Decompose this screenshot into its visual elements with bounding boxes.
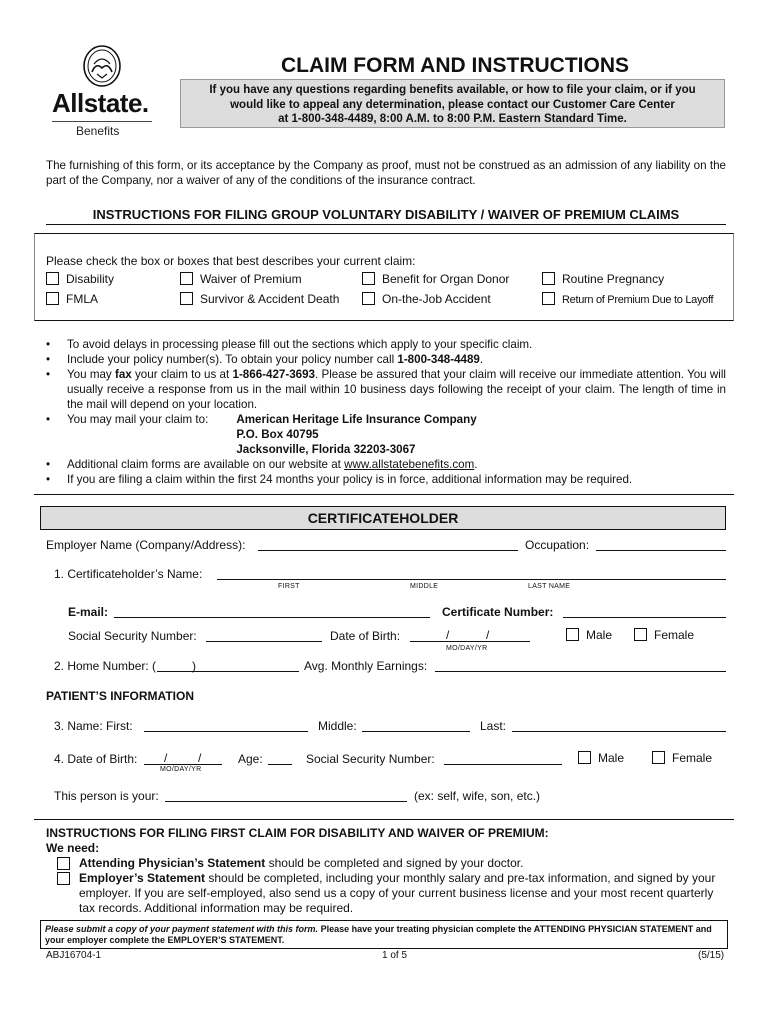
list-item: • Include your policy number(s). To obtain your policy number call 1-800-348-4489. xyxy=(46,353,484,366)
hands-logo-icon xyxy=(82,44,122,88)
checkbox[interactable] xyxy=(566,628,579,641)
instructions-title: INSTRUCTIONS FOR FILING GROUP VOLUNTARY DISABILITY / WAIVER OF PREMIUM CLAIMS xyxy=(92,207,680,222)
employer-field[interactable] xyxy=(258,550,518,551)
disclaimer-text: The furnishing of this form, or its acceptance by the Company as proof, must not be construed as an admission of any liability on the part of the Company, nor a waiver of any of the conditions of the insurance contract. xyxy=(46,159,726,187)
option-routine-pregnancy[interactable]: Routine Pregnancy xyxy=(542,272,664,286)
patient-ssn-field[interactable] xyxy=(444,764,562,765)
last-name-hint: LAST NAME xyxy=(528,583,571,590)
website-link[interactable]: www.allstatebenefits.com xyxy=(344,458,475,471)
cert-number-label: Certificate Number: xyxy=(442,605,554,619)
checkbox[interactable] xyxy=(180,272,193,285)
logo-divider xyxy=(52,121,152,122)
email-field[interactable] xyxy=(114,617,430,618)
checkbox[interactable] xyxy=(46,292,59,305)
option-survivor-accident-death[interactable]: Survivor & Accident Death xyxy=(180,292,339,306)
first-claim-instructions xyxy=(46,826,728,916)
relation-field[interactable] xyxy=(165,801,407,802)
checkbox[interactable] xyxy=(634,628,647,641)
checkbox[interactable] xyxy=(46,272,59,285)
middle-name-hint: MIDDLE xyxy=(410,583,439,590)
contact-line-3: at 1-800-348-4489, 8:00 A.M. to 8:00 P.M. Eastern Standard Time. xyxy=(278,113,627,125)
cert-number-field[interactable] xyxy=(563,617,726,618)
cert-male-option[interactable]: Male xyxy=(566,628,612,642)
checkbox[interactable] xyxy=(362,292,375,305)
patient-middle-field[interactable] xyxy=(362,731,470,732)
checkbox[interactable] xyxy=(542,272,555,285)
patient-age-label: Age: xyxy=(238,752,263,766)
option-return-of-premium[interactable]: Return of Premium Due to Layoff xyxy=(542,292,713,306)
form-title: CLAIM FORM AND INSTRUCTIONS xyxy=(280,54,630,77)
dob-format-hint: MO/DAY/YR xyxy=(446,645,488,652)
option-organ-donor[interactable]: Benefit for Organ Donor xyxy=(362,272,509,286)
option-fmla[interactable]: FMLA xyxy=(46,292,98,306)
list-item: Attending Physician’s Statement should be completed and signed by your doctor. xyxy=(46,856,728,871)
patient-age-field[interactable] xyxy=(268,764,292,765)
list-item: • You may fax your claim to us at 1-866-427-3693. Please be assured that your claim will receive our immediate attention. You will usually receive a response from us in the mail within 10 business days following the receipt of your claim. The length of time in the mail will depend on your location. xyxy=(46,368,726,411)
employer-label: Employer Name (Company/Address): xyxy=(46,538,246,552)
home-number-label: 2. Home Number: ( xyxy=(54,659,157,673)
first-name-hint: FIRST xyxy=(278,583,300,590)
title-underline xyxy=(46,224,726,225)
checkbox[interactable] xyxy=(57,872,70,885)
option-waiver-of-premium[interactable]: Waiver of Premium xyxy=(180,272,302,286)
avg-earnings-field[interactable] xyxy=(435,671,726,672)
footer-note: Please submit a copy of your payment statement with this form. Please have your treating physician complete the ATTENDING PHYSICIAN STATEMENT and your employer complete the EMPLOYER’S STATEMENT. xyxy=(40,920,728,949)
checkbox[interactable] xyxy=(652,751,665,764)
patient-last-label: Last: xyxy=(480,719,507,733)
contact-info-box xyxy=(180,79,725,128)
checkbox[interactable] xyxy=(362,272,375,285)
contact-line-2: would like to appeal any determination, please contact our Customer Care Center xyxy=(230,98,675,111)
patient-info-heading: PATIENT’S INFORMATION xyxy=(46,689,194,703)
page-number: 1 of 5 xyxy=(382,950,408,961)
patient-female-option[interactable]: Female xyxy=(652,751,712,765)
list-item: • Additional claim forms are available on our website at www.allstatebenefits.com. xyxy=(46,458,478,471)
option-on-the-job-accident[interactable]: On-the-Job Accident xyxy=(362,292,491,306)
home-number-field[interactable] xyxy=(157,671,299,672)
revision-date: (5/15) xyxy=(698,950,725,961)
list-item: • You may mail your claim to: American Heritage Life Insurance Company P.O. Box 40795 Jacksonville, Florida 32203-3067 xyxy=(46,413,477,456)
patient-dob-format-hint: MO/DAY/YR xyxy=(160,766,202,773)
patient-middle-label: Middle: xyxy=(318,719,357,733)
checkbox[interactable] xyxy=(180,292,193,305)
patient-last-field[interactable] xyxy=(512,731,726,732)
claim-type-prompt: Please check the box or boxes that best describes your current claim: xyxy=(46,254,416,268)
contact-line-1: If you have any questions regarding benefits available, or how to file your claim, or if you xyxy=(209,84,696,96)
list-item: • To avoid delays in processing please fill out the sections which apply to your specific claim. xyxy=(46,338,533,351)
ssn-field[interactable] xyxy=(206,641,322,642)
patient-ssn-label: Social Security Number: xyxy=(306,752,435,766)
checkbox[interactable] xyxy=(57,857,70,870)
occupation-label: Occupation: xyxy=(525,538,590,552)
section-divider xyxy=(34,494,734,495)
list-item: Employer’s Statement should be completed, including your monthly salary and pre-tax information, and signed by your employer. If you are self-employed, also send us a copy of your current business license and your most recent quarterly tax records. Additional information may be required. xyxy=(46,871,728,916)
logo-wordmark: Allstate. xyxy=(52,88,149,118)
ssn-label: Social Security Number: xyxy=(68,629,197,643)
form-id: ABJ16704-1 xyxy=(46,950,102,961)
checkbox[interactable] xyxy=(578,751,591,764)
email-label: E-mail: xyxy=(68,605,109,619)
mailing-address: American Heritage Life Insurance Company P.O. Box 40795 Jacksonville, Florida 32203-3067 xyxy=(236,413,477,456)
instructions-list xyxy=(46,337,726,487)
allstate-logo xyxy=(50,44,160,136)
dob-label: Date of Birth: xyxy=(330,629,401,643)
cert-female-option[interactable]: Female xyxy=(634,628,694,642)
we-need-label: We need: xyxy=(46,841,100,855)
logo-subtitle: Benefits xyxy=(76,124,120,138)
patient-dob-field[interactable] xyxy=(144,764,222,765)
first-claim-heading: INSTRUCTIONS FOR FILING FIRST CLAIM FOR DISABILITY AND WAIVER OF PREMIUM: xyxy=(46,826,549,840)
patient-male-option[interactable]: Male xyxy=(578,751,624,765)
option-disability[interactable]: Disability xyxy=(46,272,114,286)
relation-hint: (ex: self, wife, son, etc.) xyxy=(414,789,541,803)
checkbox[interactable] xyxy=(542,292,555,305)
occupation-field[interactable] xyxy=(596,550,726,551)
list-item: • If you are filing a claim within the first 24 months your policy is in force, additional information may be required. xyxy=(46,473,633,486)
section-divider xyxy=(34,819,734,820)
relation-label: This person is your: xyxy=(54,789,159,803)
dob-field[interactable] xyxy=(410,641,530,642)
cert-name-field[interactable] xyxy=(217,579,726,580)
certificateholder-heading: CERTIFICATEHOLDER xyxy=(40,506,726,530)
patient-dob-label: 4. Date of Birth: xyxy=(54,752,138,766)
cert-name-label: 1. Certificateholder’s Name: xyxy=(54,567,203,581)
patient-first-label: 3. Name: First: xyxy=(54,719,133,733)
avg-earnings-label: Avg. Monthly Earnings: xyxy=(304,659,428,673)
patient-first-field[interactable] xyxy=(144,731,308,732)
